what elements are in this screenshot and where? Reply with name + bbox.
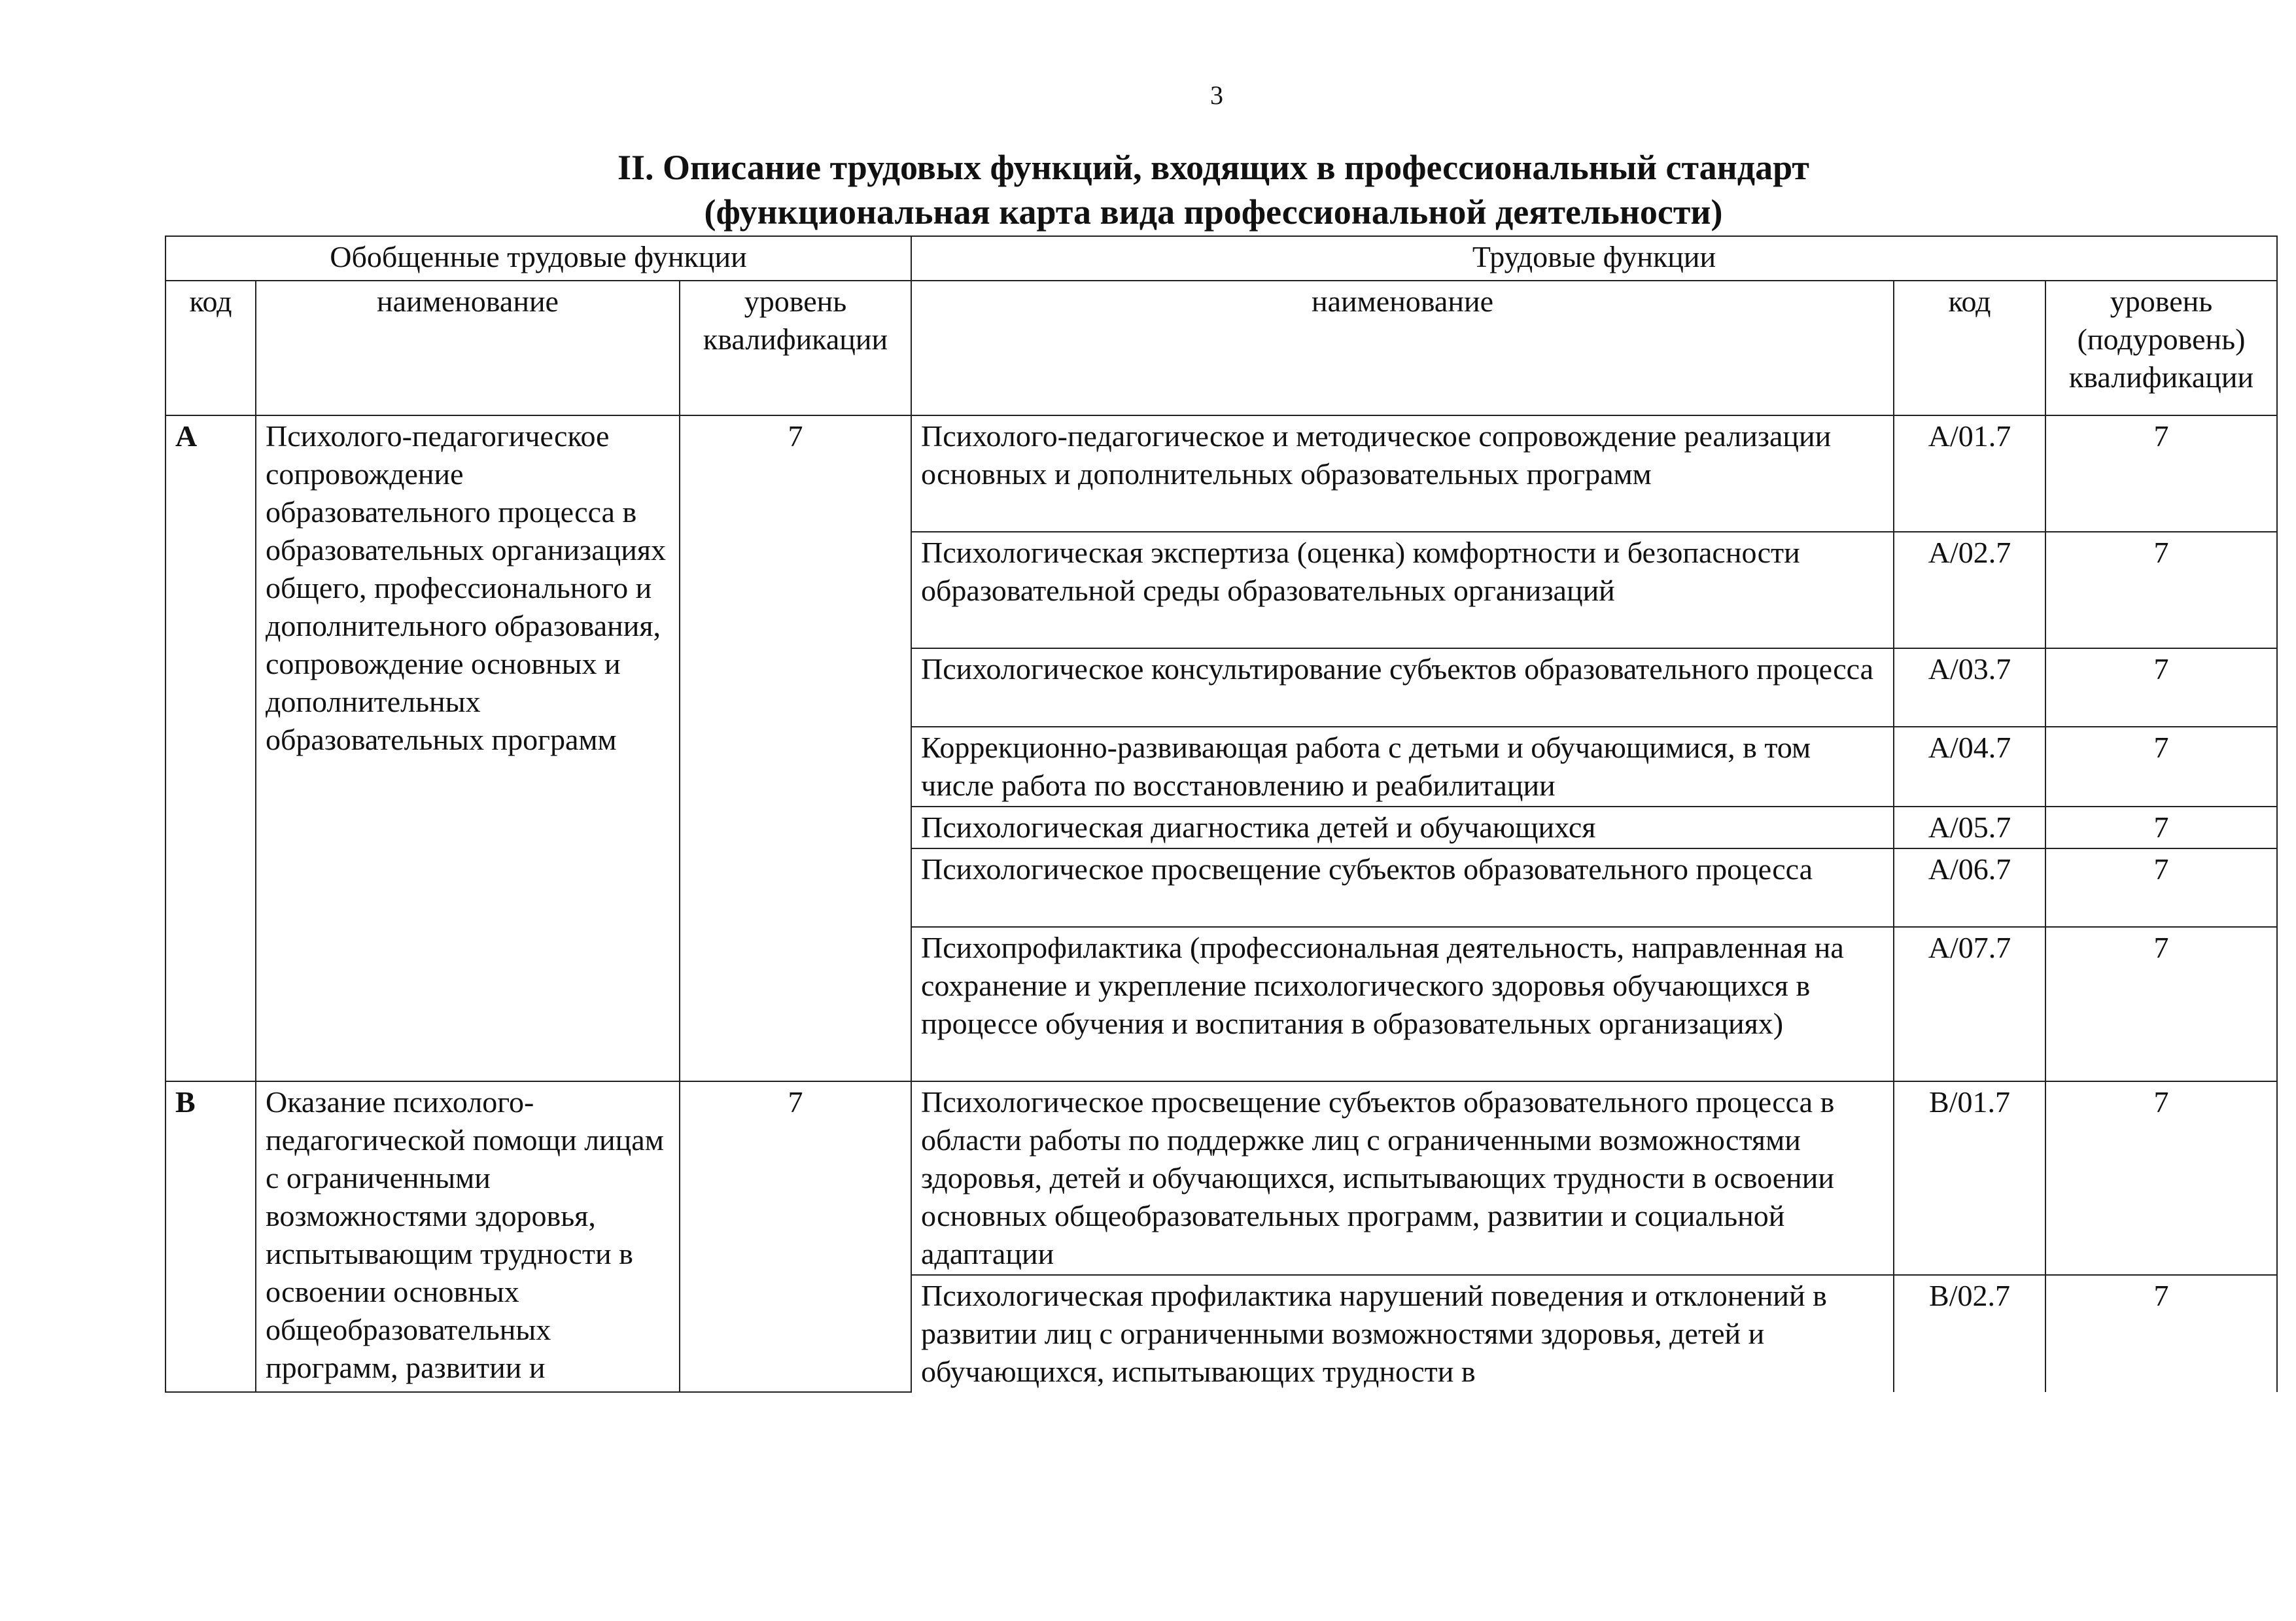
tf-name: Психологическое просвещение субъектов образовательного процесса [911,848,1894,927]
header-code: код [165,281,256,415]
tf-name: Психологическое просвещение субъектов образовательного процесса в области работы по поддержке лиц с ограниченными возможностями здоровья, детей и обучающихся, испытывающих трудности в освоении основных общеобразовательных программ, развитии и социальной адаптации [911,1081,1894,1275]
tf-code: A/03.7 [1894,648,2045,727]
tf-name: Коррекционно-развивающая работа с детьми и обучающимися, в том числе работа по восстановлению и реабилитации [911,727,1894,807]
tf-name: Психологическая диагностика детей и обучающихся [911,807,1894,848]
header-tf-level: уровень (подуровень) квалификации [2045,281,2277,415]
header-tf-code: код [1894,281,2045,415]
page-number: 3 [1210,80,1223,110]
tf-name: Психологическое консультирование субъектов образовательного процесса [911,648,1894,727]
functional-map-table [165,235,2278,1393]
tf-level: 7 [2045,848,2277,927]
tf-level: 7 [2045,648,2277,727]
tf-code: A/01.7 [1894,415,2045,532]
gf-level: 7 [680,1081,911,1392]
gf-code: A [165,415,256,1081]
tf-name: Психопрофилактика (профессиональная деятельность, направленная на сохранение и укрепление психологического здоровья обучающихся в процессе обучения и воспитания в образовательных организациях) [911,927,1894,1081]
header-name: наименование [256,281,680,415]
tf-name: Психолого-педагогическое и методическое сопровождение реализации основных и дополнительных образовательных программ [911,415,1894,532]
page-title [157,145,2270,234]
title-line-2: (функциональная карта вида профессиональной деятельности) [704,192,1723,232]
tf-name: Психологическая экспертиза (оценка) комфортности и безопасности образовательной среды образовательных организаций [911,532,1894,648]
tf-level: 7 [2045,727,2277,807]
gf-name: Оказание психолого-педагогической помощи лицам с ограниченными возможностями здоровья, испытывающим трудности в освоении основных общеобразовательных программ, развитии и [256,1081,680,1392]
tf-code: A/04.7 [1894,727,2045,807]
tf-code: B/02.7 [1894,1275,2045,1392]
tf-code: A/07.7 [1894,927,2045,1081]
header-level: уровень квалификации [680,281,911,415]
gf-code: B [165,1081,256,1392]
tf-level: 7 [2045,807,2277,848]
header-tf-name: наименование [911,281,1894,415]
tf-code: B/01.7 [1894,1081,2045,1275]
table-row [165,1081,2277,1275]
table-row [165,415,2277,532]
gf-name: Психолого-педагогическое сопровождение образовательного процесса в образовательных организациях общего, профессионального и дополнительного образования, сопровождение основных и дополнительных образовательных программ [256,415,680,1081]
tf-level: 7 [2045,1081,2277,1275]
title-line-1: II. Описание трудовых функций, входящих в профессиональный стандарт [617,148,1809,187]
tf-name: Психологическая профилактика нарушений поведения и отклонений в развитии лиц с ограниченными возможностями здоровья, детей и обучающихся, испытывающих трудности в [911,1275,1894,1392]
tf-level: 7 [2045,927,2277,1081]
tf-code: A/02.7 [1894,532,2045,648]
header-row [165,281,2277,415]
tf-level: 7 [2045,415,2277,532]
header-group-row [165,236,2277,281]
header-labor-functions: Трудовые функции [911,236,2277,281]
header-generalized-functions: Обобщенные трудовые функции [165,236,911,281]
tf-code: A/05.7 [1894,807,2045,848]
tf-level: 7 [2045,532,2277,648]
tf-code: A/06.7 [1894,848,2045,927]
gf-level: 7 [680,415,911,1081]
tf-level: 7 [2045,1275,2277,1392]
